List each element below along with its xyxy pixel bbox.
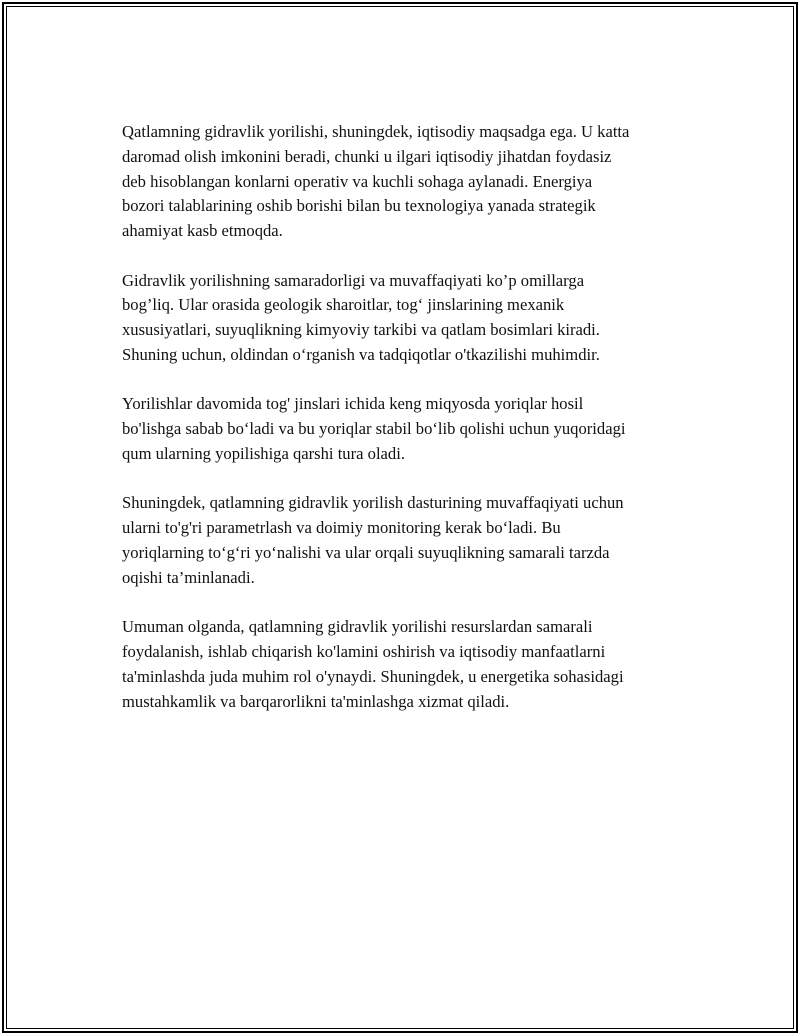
text-line: deb hisoblangan konlarni operativ va kuchli sohaga aylanadi. Energiya [122,171,593,191]
paragraph-4 [122,491,692,590]
paragraph-1 [122,120,692,244]
paragraph-3 [122,392,692,466]
text-line: ahamiyat kasb etmoqda. [122,221,283,241]
text-line: daromad olish imkonini beradi, chunki u ilgari iqtisodiy jihatdan foydasiz [122,146,612,166]
text-line: Umuman olganda, qatlamning gidravlik yorilishi resurslardan samarali [122,617,593,637]
text-line: xususiyatlari, suyuqlikning kimyoviy tarkibi va qatlam bosimlari kiradi. [122,320,600,340]
text-line: bog’liq. Ular orasida geologik sharoitlar, tog‘ jinslarining mexanik [122,295,565,315]
text-line: yoriqlarning to‘g‘ri yo‘nalishi va ular orqali suyuqlikning samarali tarzda [122,542,610,562]
text-line: qum ularning yopilishiga qarshi tura oladi. [122,443,405,463]
text-line: Shuning uchun, oldindan o‘rganish va tadqiqotlar o'tkazilishi muhimdir. [122,344,600,364]
text-line: bozori talablarining oshib borishi bilan bu texnologiya yanada strategik [122,196,596,216]
text-line: bo'lishga sabab bo‘ladi va bu yoriqlar stabil bo‘lib qolishi uchun yuqoridagi [122,419,626,439]
text-line: Qatlamning gidravlik yorilishi, shuningdek, iqtisodiy maqsadga ega. U katta [122,122,630,141]
text-line: Shuningdek, qatlamning gidravlik yorilish dasturining muvaffaqiyati uchun [122,493,624,513]
text-line: foydalanish, ishlab chiqarish ko'lamini oshirish va iqtisodiy manfaatlarni [122,641,606,661]
text-line: ularni to'g'ri parametrlash va doimiy monitoring kerak bo‘ladi. Bu [122,518,561,538]
paragraph-2 [122,269,692,368]
text-line: Yorilishlar davomida tog' jinslari ichida keng miqyosda yoriqlar hosil [122,394,584,414]
document-body [122,120,692,739]
text-line: Gidravlik yorilishning samaradorligi va muvaffaqiyati ko’p omillarga [122,270,585,290]
text-line: ta'minlashda juda muhim rol o'ynaydi. Shuningdek, u energetika sohasidagi [122,666,624,686]
text-line: oqishi ta’minlanadi. [122,567,255,587]
text-line: mustahkamlik va barqarorlikni ta'minlashga xizmat qiladi. [122,691,510,711]
paragraph-5 [122,615,692,714]
page-border-frame [2,2,798,1033]
